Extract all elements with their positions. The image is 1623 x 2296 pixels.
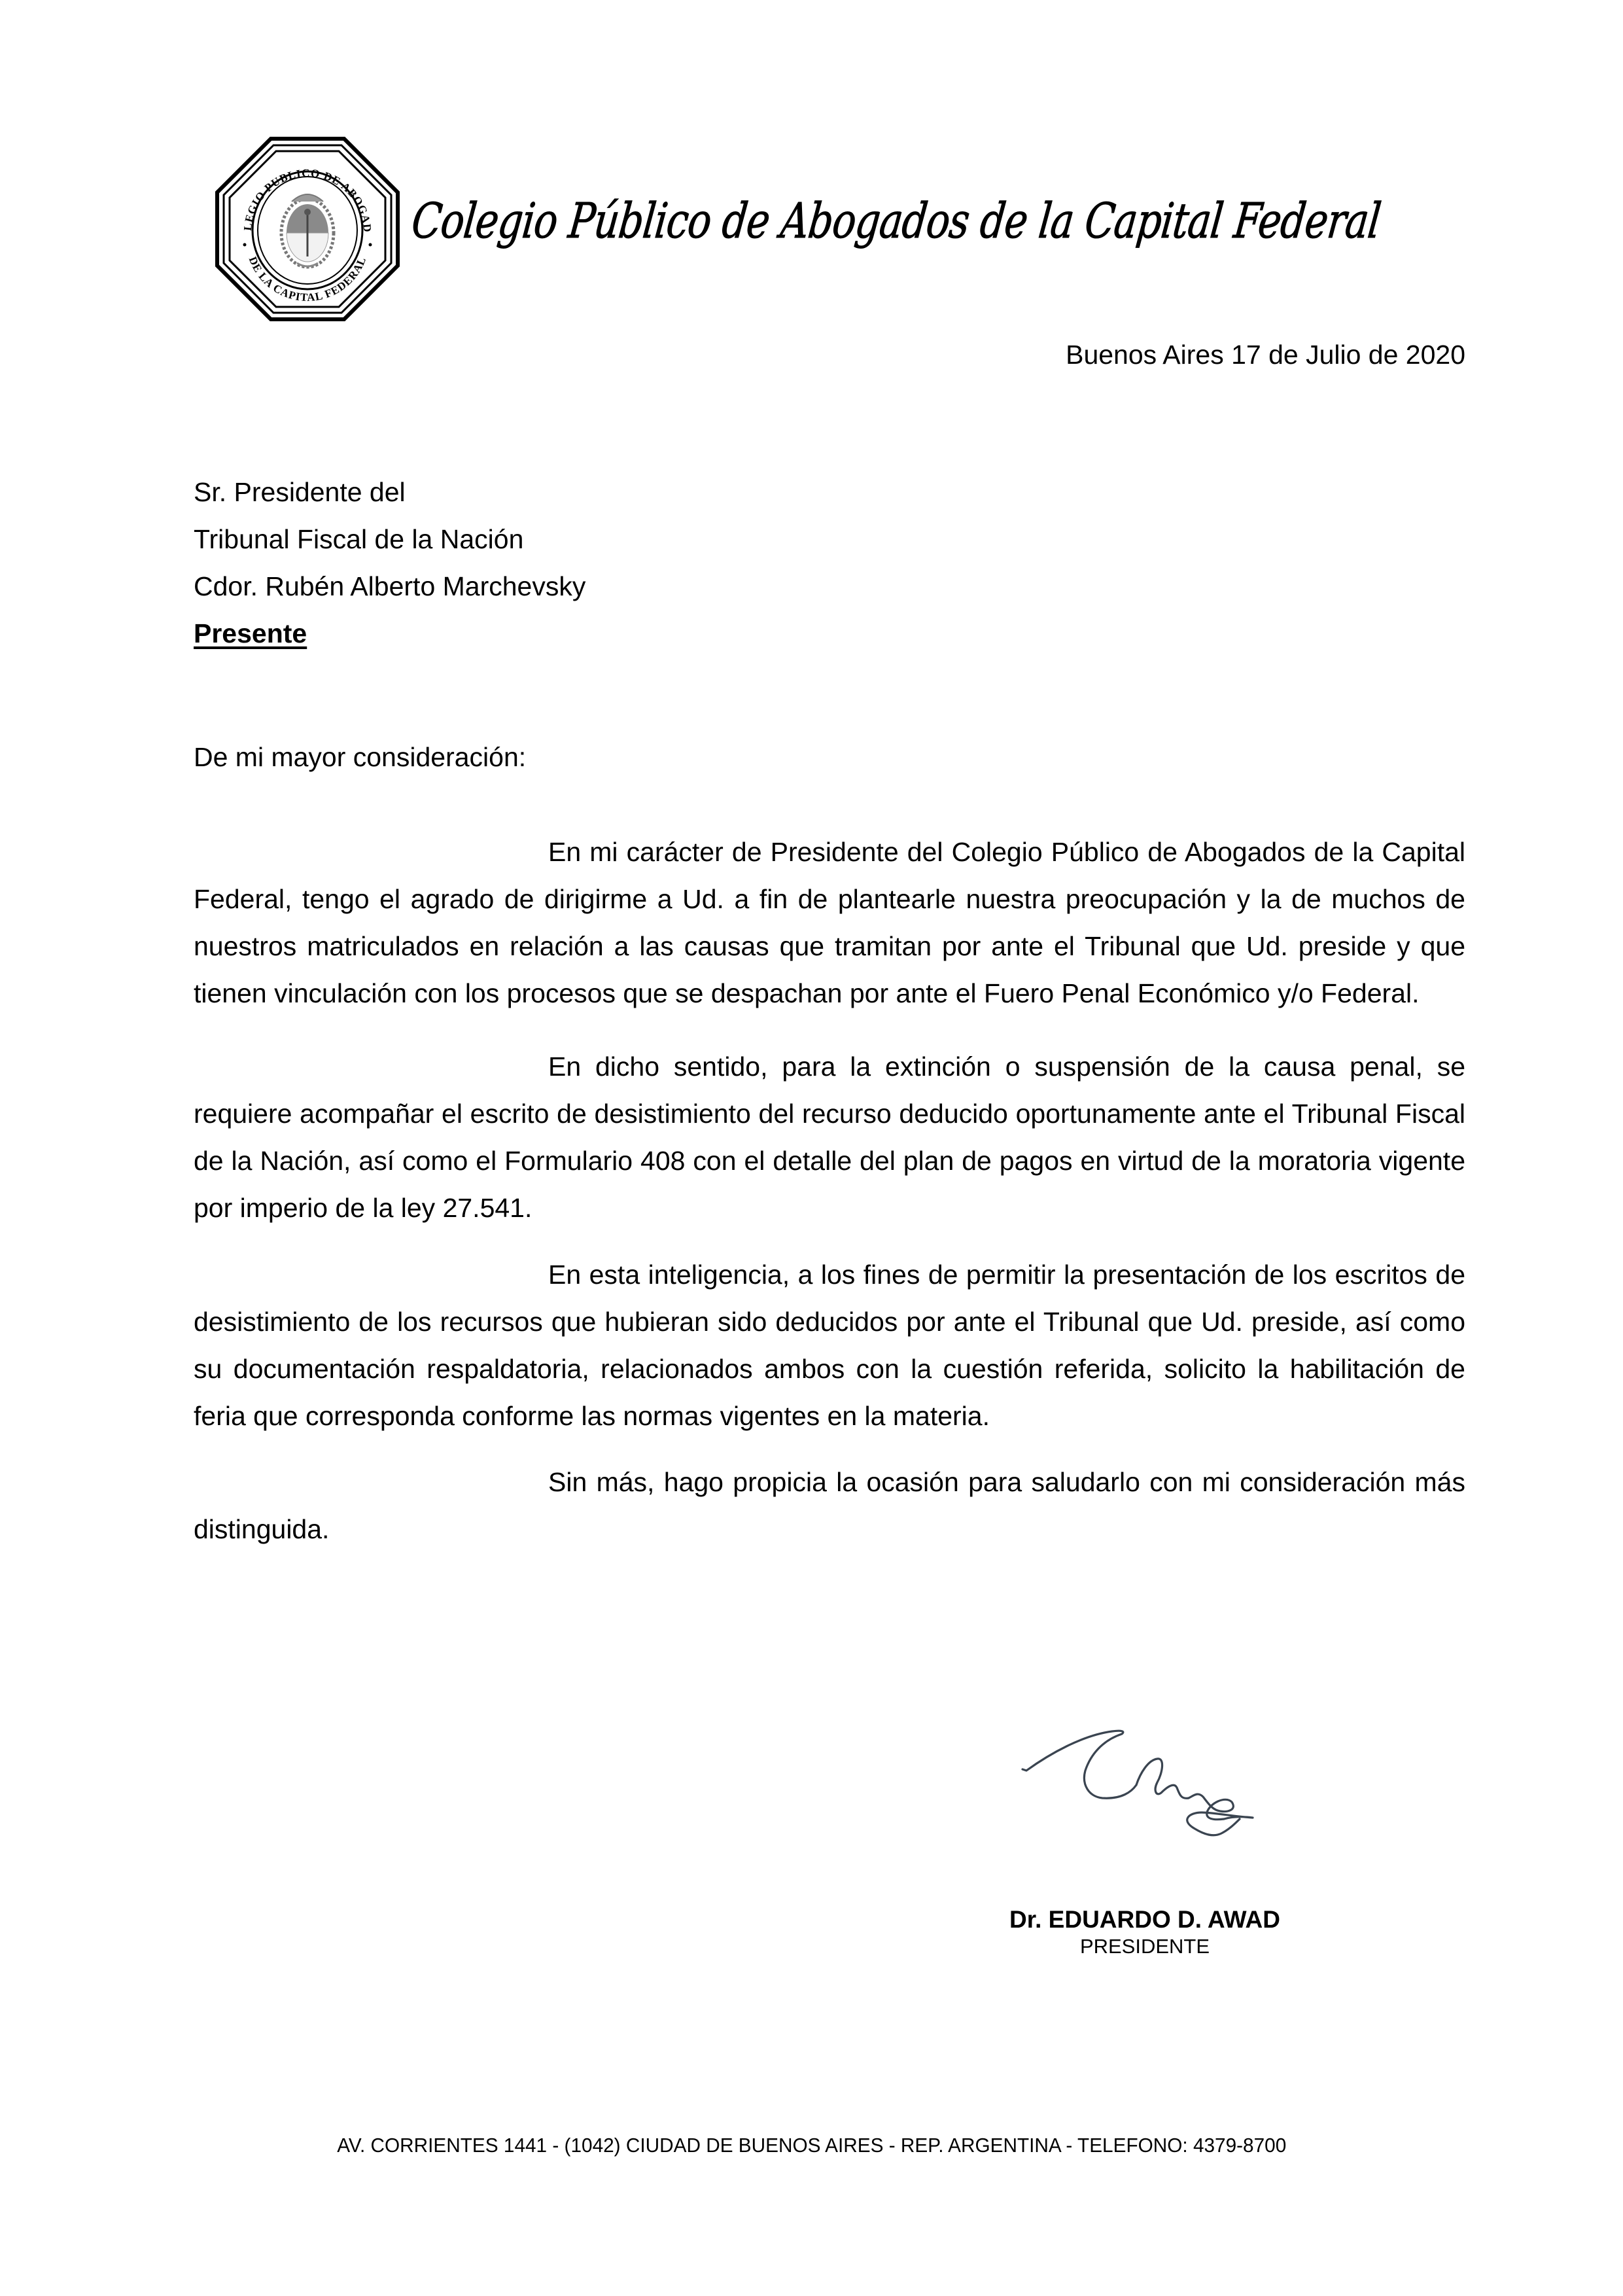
closing-paragraph: Sin más, hago propicia la ocasión para saludarlo con mi consideración más distinguida. bbox=[194, 1467, 1465, 1544]
coat-of-arms-icon bbox=[281, 194, 334, 267]
presente-label: Presente bbox=[194, 618, 307, 648]
footer-text: AV. CORRIENTES 1441 - (1042) CIUDAD DE BUENOS AIRES - REP. ARGENTINA - TELEFONO: 4379-8700 bbox=[336, 2134, 1287, 2157]
recipient-block bbox=[194, 468, 585, 657]
seal-text-bottom: DE LA CAPITAL FEDERAL bbox=[246, 255, 369, 304]
recipient-line: Cdor. Rubén Alberto Marchevsky bbox=[194, 571, 586, 601]
handwritten-signature bbox=[1017, 1714, 1266, 1842]
recipient-line: Tribunal Fiscal de la Nación bbox=[194, 524, 524, 554]
signer-title: PRESIDENTE bbox=[1079, 1935, 1210, 1958]
organization-name: Colegio Público de Abogados de la Capital Federal bbox=[409, 193, 1384, 249]
organization-seal bbox=[213, 135, 402, 323]
greeting: De mi mayor consideración: bbox=[194, 742, 527, 772]
seal-text-top: LEGIO PUBLICO DE ABOGAD bbox=[241, 166, 374, 234]
signer-block bbox=[949, 1905, 1341, 1959]
body-paragraph: En esta inteligencia, a los fines de permitir la presentación de los escritos de desistimiento de los recursos que hubieran sido deducidos por ante el Tribunal que Ud. preside, así como su documentación respaldatoria, relacionados ambos con la cuestión referida, solicito la habilitación de feria que corresponda conforme las normas vigentes en la materia. bbox=[194, 1260, 1465, 1431]
body-paragraph: En dicho sentido, para la extinción o suspensión de la causa penal, se requiere acompañar el escrito de desistimiento del recurso deducido oportunamente ante el Tribunal Fiscal de la Nación, así como el Formulario 408 con el detalle del plan de pagos en virtud de la moratoria vigente por imperio de la ley 27.541. bbox=[194, 1051, 1465, 1223]
body-paragraph: En mi carácter de Presidente del Colegio Público de Abogados de la Capital Federal, tengo el agrado de dirigirme a Ud. a fin de plantearle nuestra preocupación y la de muchos de nuestros matriculados en relación a las causas que tramitan por ante el Tribunal que Ud. preside y que tienen vinculación con los procesos que se despachan por ante el Fuero Penal Económico y/o Federal. bbox=[194, 837, 1465, 1008]
footer-address bbox=[0, 2132, 1623, 2159]
signer-name: Dr. EDUARDO D. AWAD bbox=[1009, 1906, 1280, 1933]
organization-heading bbox=[409, 188, 1384, 274]
date-line: Buenos Aires 17 de Julio de 2020 bbox=[1066, 340, 1465, 370]
recipient-line: Sr. Presidente del bbox=[194, 477, 406, 507]
seal-graphic bbox=[213, 135, 402, 323]
